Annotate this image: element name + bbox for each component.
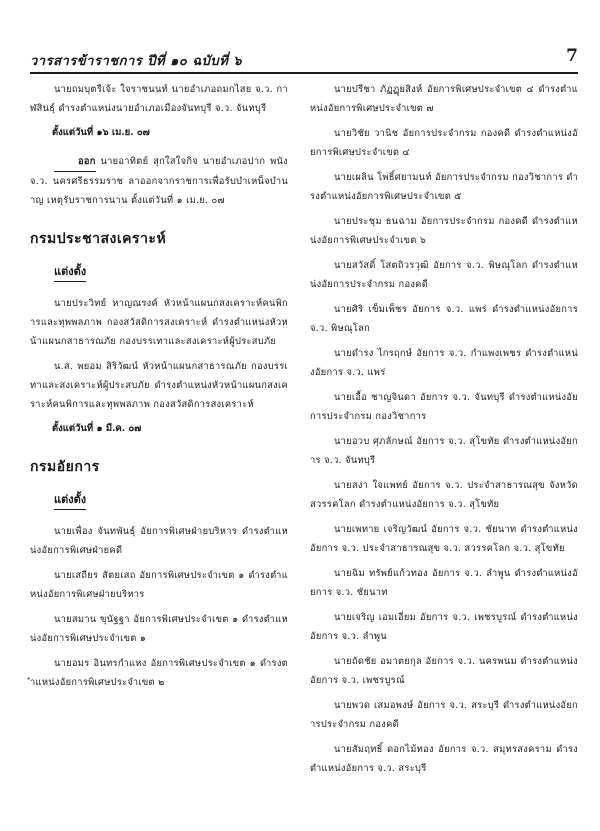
section-title-welfare: กรมประชาสงเคราะห์ <box>30 231 167 247</box>
appointment-entry: นายเอื้อ ชาญจินดา อัยการ จ.ว. จันทบุรี ดำรงตำแหน่งอัยการประจำกรม กองวิชาการ <box>310 392 578 422</box>
section-title-prosecutor: กรมอัยการ <box>30 459 100 475</box>
resignation-entry <box>30 152 288 210</box>
right-column <box>310 80 578 784</box>
appointment-entry: นายเพื่อง จันทพันธุ์ อัยการพิเศษฝ่ายบริหาร ดำรงตำแหน่งอัยการพิเศษฝ่ายคดี <box>30 526 288 556</box>
intro-date: ตั้งแต่วันที่ ๑๖ เม.ย. ๐๗ <box>52 127 150 138</box>
appointment-entry: นายอวบ ศุภลักษณ์ อัยการ จ.ว. สุโขทัย ดำรงตำแหน่งอัยการ จ.ว. จันทบุรี <box>310 436 578 466</box>
appointment-entry: น.ส. พยอม สิริวัฒน์ หัวหน้าแผนกสาธารณภัย กองบรรเทาและสงเคราะห์ผู้ประสบภัย ดำรงตำแหน่งหัวหน้าแผนกสงเคราะห์คนพิการและทุพพลภาพ กองสวัสดิการสงเคราะห์ <box>30 361 288 410</box>
subtitle-appointment: แต่งตั้ง <box>54 262 86 282</box>
effective-date: ตั้งแต่วันที่ ๑ มี.ค. ๐๗ <box>52 423 142 434</box>
appointment-entry: นายศิริ เข็มเพ็ชร อัยการ จ.ว. แพร่ ดำรงตำแหน่งอัยการ จ.ว. พิษณุโลก <box>310 304 578 334</box>
order-text: นายอาทิตย์ สุกใสใจกิจ นายอำเภอปาก พนัง จ.ว. นครศรีธรรมราช ลาออกจากราชการเพื่อรับบำเหน็จบำนาญ เหตุรับราชการนาน ตั้งแต่วันที่ ๑ เม.ย. ๐๗ <box>30 156 288 206</box>
subtitle-appointment: แต่งตั้ง <box>54 490 86 510</box>
appointment-entry: นายดำรง ไกรฤกษ์ อัยการ จ.ว. กำแพงเพชร ดำรงตำแหน่งอัยการ จ.ว. แพร่ <box>310 348 578 378</box>
appointment-entry: นายอมร อินทรกำแหง อัยการพิเศษประจำเขต ๑ ดำรงตำแหน่งอัยการพิเศษประจำเขต ๒ <box>30 658 288 688</box>
intro-entry: นายถมบุตรีเจ้ะ ใจราชนนท์ นายอำเภอถมกไสย จ.ว. กาฬสินธุ์ ดำรงตำแหน่งนายอำเภอเมืองจันทบุรี จ.ว. จันทบุรี <box>30 84 288 114</box>
left-column <box>30 80 288 698</box>
appointment-entry: นายประวิทย์ หาญณรงค์ หัวหน้าแผนกสงเคราะห์คนพิการและทุพพลภาพ กองสวัสดิการสงเคราะห์ ดำรงตำแหน่งหัวหน้าแผนกสาธารณภัย กองบรรเทาและสงเคราะห์ผู้ประสบภัย <box>30 298 288 347</box>
journal-title: วารสารข้าราชการ ปีที่ ๑๐ ฉบับที่ ๖ <box>30 54 243 69</box>
appointment-entry: นายพวด เสมอพงษ์ อัยการ จ.ว. สระบุรี ดำรงตำแหน่งอัยการประจำกรม กองคดี <box>310 700 578 730</box>
page-number: 7 <box>566 46 578 66</box>
appointment-entry: นายประชุม ธนฉาม อัยการประจำกรม กองคดี ดำรงตำแหน่งอัยการพิเศษประจำเขต ๖ <box>310 216 578 246</box>
header-rule <box>30 72 578 74</box>
appointment-entry: นายถัดชัย อมาตยกุล อัยการ จ.ว. นครพนม ดำรงตำแหน่งอัยการ จ.ว. เพชรบูรณ์ <box>310 656 578 686</box>
page-header <box>30 46 578 72</box>
appointment-entry: นายสัมฤทธิ์ ดอกไม้ทอง อัยการ จ.ว. สมุทรสงคราม ดำรงตำแหน่งอัยการ จ.ว. สระบุรี <box>310 744 578 774</box>
appointment-entry: นายเพทาย เจริญวัฒน์ อัยการ จ.ว. ชัยนาท ดำรงตำแหน่งอัยการ จ.ว. ประจำสาธารณสุข จ.ว. สวรรคโลก จ.ว. สุโขทัย <box>310 524 578 554</box>
order-label: ออก <box>54 152 96 172</box>
appointment-entry: นายเผลิน โพธิ์ศยามนท์ อัยการประจำกรม กองวิชาการ ดำรงตำแหน่งอัยการพิเศษประจำเขต ๕ <box>310 172 578 202</box>
appointment-entry: นายสมาน ขุนัฐฐา อัยการพิเศษประจำเขต ๑ ดำรงตำแหน่งอัยการพิเศษประจำเขต ๑ <box>30 614 288 644</box>
appointment-entry: นายเสถียร สัตยเสถ อัยการพิเศษประจำเขต ๑ ดำรงตำแหน่งอัยการพิเศษฝ่ายบริหาร <box>30 570 288 600</box>
appointment-entry: นายปรีชา ภัฏฏุยสิงห์ อัยการพิเศษประจำเขต ๔ ดำรงตำแหน่งอัยการพิเศษประจำเขต ๗ <box>310 84 578 114</box>
appointment-entry: นายเจริญ เอมเอี่ยม อัยการ จ.ว. เพชรบูรณ์ ดำรงตำแหน่งอัยการ จ.ว. ลำพูน <box>310 612 578 642</box>
appointment-entry: นายสวัสดิ์ โสตถิวรวุฒิ อัยการ จ.ว. พิษณุโลก ดำรงตำแหน่งอัยการประจำกรม กองคดี <box>310 260 578 290</box>
appointment-entry: นายฉิม ทรัพย์แก้วทอง อัยการ จ.ว. ลำพูน ดำรงตำแหน่งอัยการ จ.ว. ชัยนาท <box>310 568 578 598</box>
appointment-entry: นายวิชัย วานิช อัยการประจำกรม กองคดี ดำรงตำแหน่งอัยการพิเศษประจำเขต ๔ <box>310 128 578 158</box>
appointment-entry: นายสง่า ใจแพทย์ อัยการ จ.ว. ประจำสาธารณสุข จังหวัดสวรรคโลก ดำรงตำแหน่งอัยการ จ.ว. สุโขทัย <box>310 480 578 510</box>
